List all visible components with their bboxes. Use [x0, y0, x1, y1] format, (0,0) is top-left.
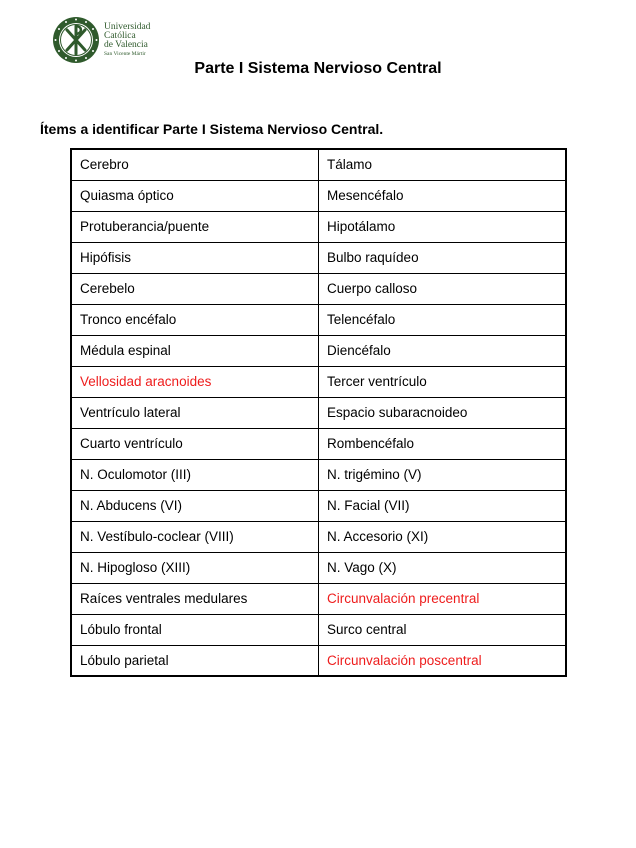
table-row — [71, 583, 566, 614]
table-row — [71, 521, 566, 552]
table-cell-left: Tronco encéfalo — [71, 304, 319, 335]
table-cell-left: Lóbulo parietal — [71, 645, 319, 676]
table-cell-left: Hipófisis — [71, 242, 319, 273]
table-cell-left: N. Abducens (VI) — [71, 490, 319, 521]
table-cell-left: Protuberancia/puente — [71, 211, 319, 242]
table-cell-right: Circunvalación poscentral — [319, 645, 567, 676]
university-name — [104, 23, 150, 58]
table-cell-left: Ventrículo lateral — [71, 397, 319, 428]
table-cell-right: N. trigémino (V) — [319, 459, 567, 490]
table-cell-right: Tercer ventrículo — [319, 366, 567, 397]
table-row — [71, 645, 566, 676]
table-cell-left: Médula espinal — [71, 335, 319, 366]
table-row — [71, 335, 566, 366]
table-row — [71, 397, 566, 428]
items-table — [70, 148, 567, 677]
page-title: Parte I Sistema Nervioso Central — [194, 60, 442, 77]
table-cell-left: Cerebelo — [71, 273, 319, 304]
table-cell-right: N. Accesorio (XI) — [319, 521, 567, 552]
table-row — [71, 552, 566, 583]
table-cell-right: Diencéfalo — [319, 335, 567, 366]
table-row — [71, 304, 566, 335]
table-row — [71, 180, 566, 211]
table-row — [71, 366, 566, 397]
table-cell-left: Raíces ventrales medulares — [71, 583, 319, 614]
table-row — [71, 459, 566, 490]
logo-tagline: San Vicente Mártir — [104, 50, 146, 57]
table-row — [71, 614, 566, 645]
table-cell-right: Tálamo — [319, 149, 567, 180]
table-cell-left: N. Hipogloso (XIII) — [71, 552, 319, 583]
table-cell-right: Espacio subaracnoideo — [319, 397, 567, 428]
table-row — [71, 149, 566, 180]
table-cell-right: Telencéfalo — [319, 304, 567, 335]
table-cell-left: Cuarto ventrículo — [71, 428, 319, 459]
table-row — [71, 273, 566, 304]
table-row — [71, 490, 566, 521]
table-row — [71, 428, 566, 459]
table-cell-left: Cerebro — [71, 149, 319, 180]
items-table-body — [71, 149, 566, 676]
table-cell-right: Bulbo raquídeo — [319, 242, 567, 273]
table-cell-left: Lóbulo frontal — [71, 614, 319, 645]
table-cell-left: N. Oculomotor (III) — [71, 459, 319, 490]
section-heading: Ítems a identificar Parte I Sistema Nervioso Central. — [40, 121, 384, 137]
table-cell-left: N. Vestíbulo-coclear (VIII) — [71, 521, 319, 552]
logo-line-3: de Valencia — [104, 39, 148, 50]
table-cell-right: Cuerpo calloso — [319, 273, 567, 304]
university-seal-icon — [52, 16, 100, 64]
logo-line-1: Universidad — [104, 21, 151, 32]
table-row — [71, 242, 566, 273]
table-cell-right: Hipotálamo — [319, 211, 567, 242]
table-cell-right: N. Vago (X) — [319, 552, 567, 583]
table-row — [71, 211, 566, 242]
table-cell-right: Mesencéfalo — [319, 180, 567, 211]
university-logo — [52, 14, 202, 66]
table-cell-right: Circunvalación precentral — [319, 583, 567, 614]
table-cell-right: N. Facial (VII) — [319, 490, 567, 521]
table-cell-right: Rombencéfalo — [319, 428, 567, 459]
table-cell-left: Quiasma óptico — [71, 180, 319, 211]
table-cell-right: Surco central — [319, 614, 567, 645]
table-cell-left: Vellosidad aracnoides — [71, 366, 319, 397]
logo-line-2: Católica — [104, 30, 136, 41]
